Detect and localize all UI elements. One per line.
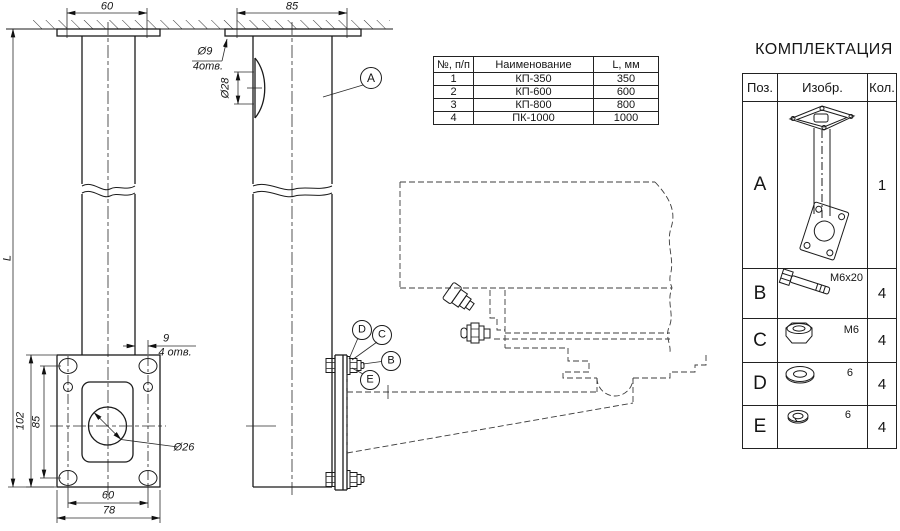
ceiling-hatch (6, 20, 393, 29)
lock-washer-icon (778, 406, 818, 428)
spec-cell: 600 (594, 86, 659, 99)
spec-cell: КП-600 (474, 86, 594, 99)
dim-label-102: 102 (14, 411, 27, 431)
spec-row (434, 73, 659, 86)
cable-gland-icon (442, 282, 477, 315)
spec-cell: 1 (434, 73, 474, 86)
spec-cell: КП-350 (474, 73, 594, 86)
bracket-iso-icon (778, 102, 866, 262)
kit-row-b (743, 269, 897, 319)
callout-b-label: B (387, 354, 395, 367)
spec-header-name: Наименование (474, 57, 594, 73)
kit-pos-c: C (743, 319, 778, 363)
spec-row (434, 86, 659, 99)
spec-cell: 1000 (594, 112, 659, 125)
kit-row-d (743, 363, 897, 406)
nut-icon (778, 319, 822, 349)
leader-d26 (94, 413, 178, 448)
kit-row-e (743, 406, 897, 449)
kit-label-c: M6 (843, 324, 859, 336)
washer-icon (778, 363, 822, 389)
spec-cell: 350 (594, 73, 659, 86)
dim-label-d28: Ø28 (219, 77, 232, 99)
kit-image-b (778, 269, 868, 319)
dim-label-85-top: 85 (285, 0, 299, 13)
dim-85-vertical (40, 366, 61, 478)
kit-pos-e: E (743, 406, 778, 449)
kit-qty-c: 4 (868, 319, 897, 363)
spec-table (433, 56, 659, 125)
dim-label-60-bottom: 60 (101, 489, 115, 502)
kit-label-d: 6 (846, 367, 853, 379)
dim-label-L: L (1, 254, 14, 262)
mount-flange (335, 355, 347, 490)
kit-title: КОМПЛЕКТАЦИЯ (755, 41, 893, 58)
spec-cell: 3 (434, 99, 474, 112)
spec-cell: 800 (594, 99, 659, 112)
dim-label-4otv-side: 4отв. (192, 60, 224, 73)
kit-image-d (778, 363, 868, 406)
kit-row-a (743, 102, 897, 269)
bolt-icon (778, 269, 850, 303)
kit-image-c (778, 319, 868, 363)
kit-image-e (778, 406, 868, 449)
kit-label-b: M6x20 (829, 272, 863, 284)
callout-c-label: C (378, 328, 386, 341)
dim-label-d9: Ø9 (197, 45, 213, 58)
kit-pos-a: A (743, 102, 778, 269)
connector-icon (461, 323, 490, 343)
kit-pos-d: D (743, 363, 778, 406)
dim-label-9: 9 (162, 332, 170, 345)
kit-header-image: Изобр. (778, 74, 868, 102)
kit-qty-e: 4 (868, 406, 897, 449)
spec-header-length: L, мм (594, 57, 659, 73)
spec-row (434, 99, 659, 112)
spec-cell: ПК-1000 (474, 112, 594, 125)
kit-qty-a: 1 (868, 102, 897, 269)
kit-row-c (743, 319, 897, 363)
kit-pos-b: B (743, 269, 778, 319)
cable-dome (247, 58, 265, 118)
dim-label-78: 78 (102, 504, 116, 517)
camera-housing-outline (347, 182, 706, 453)
tube-section-outline (82, 382, 133, 462)
kit-label-e: 6 (844, 409, 851, 421)
dim-label-85v: 85 (30, 415, 43, 429)
callout-e-label: E (366, 373, 374, 386)
kit-header-qty: Кол. (868, 74, 897, 102)
kit-qty-d: 4 (868, 363, 897, 406)
callout-a-label: A (366, 71, 376, 85)
kit-header-pos: Поз. (743, 74, 778, 102)
kit-qty-b: 4 (868, 269, 897, 319)
dim-label-60-top: 60 (100, 0, 114, 13)
callout-d-label: D (358, 323, 366, 336)
kit-table (742, 73, 897, 449)
dim-label-4otv-front: 4 отв. (158, 346, 192, 359)
spec-cell: 4 (434, 112, 474, 125)
kit-image-a (778, 102, 868, 269)
kit-header-row (743, 74, 897, 102)
front-view (8, 8, 196, 523)
spec-header-num: №, п/п (434, 57, 474, 73)
base-plate-front (57, 355, 160, 487)
spec-header-row (434, 57, 659, 73)
spec-row (434, 112, 659, 125)
dim-label-d26: Ø26 (173, 441, 195, 454)
spec-cell: 2 (434, 86, 474, 99)
spec-cell: КП-800 (474, 99, 594, 112)
